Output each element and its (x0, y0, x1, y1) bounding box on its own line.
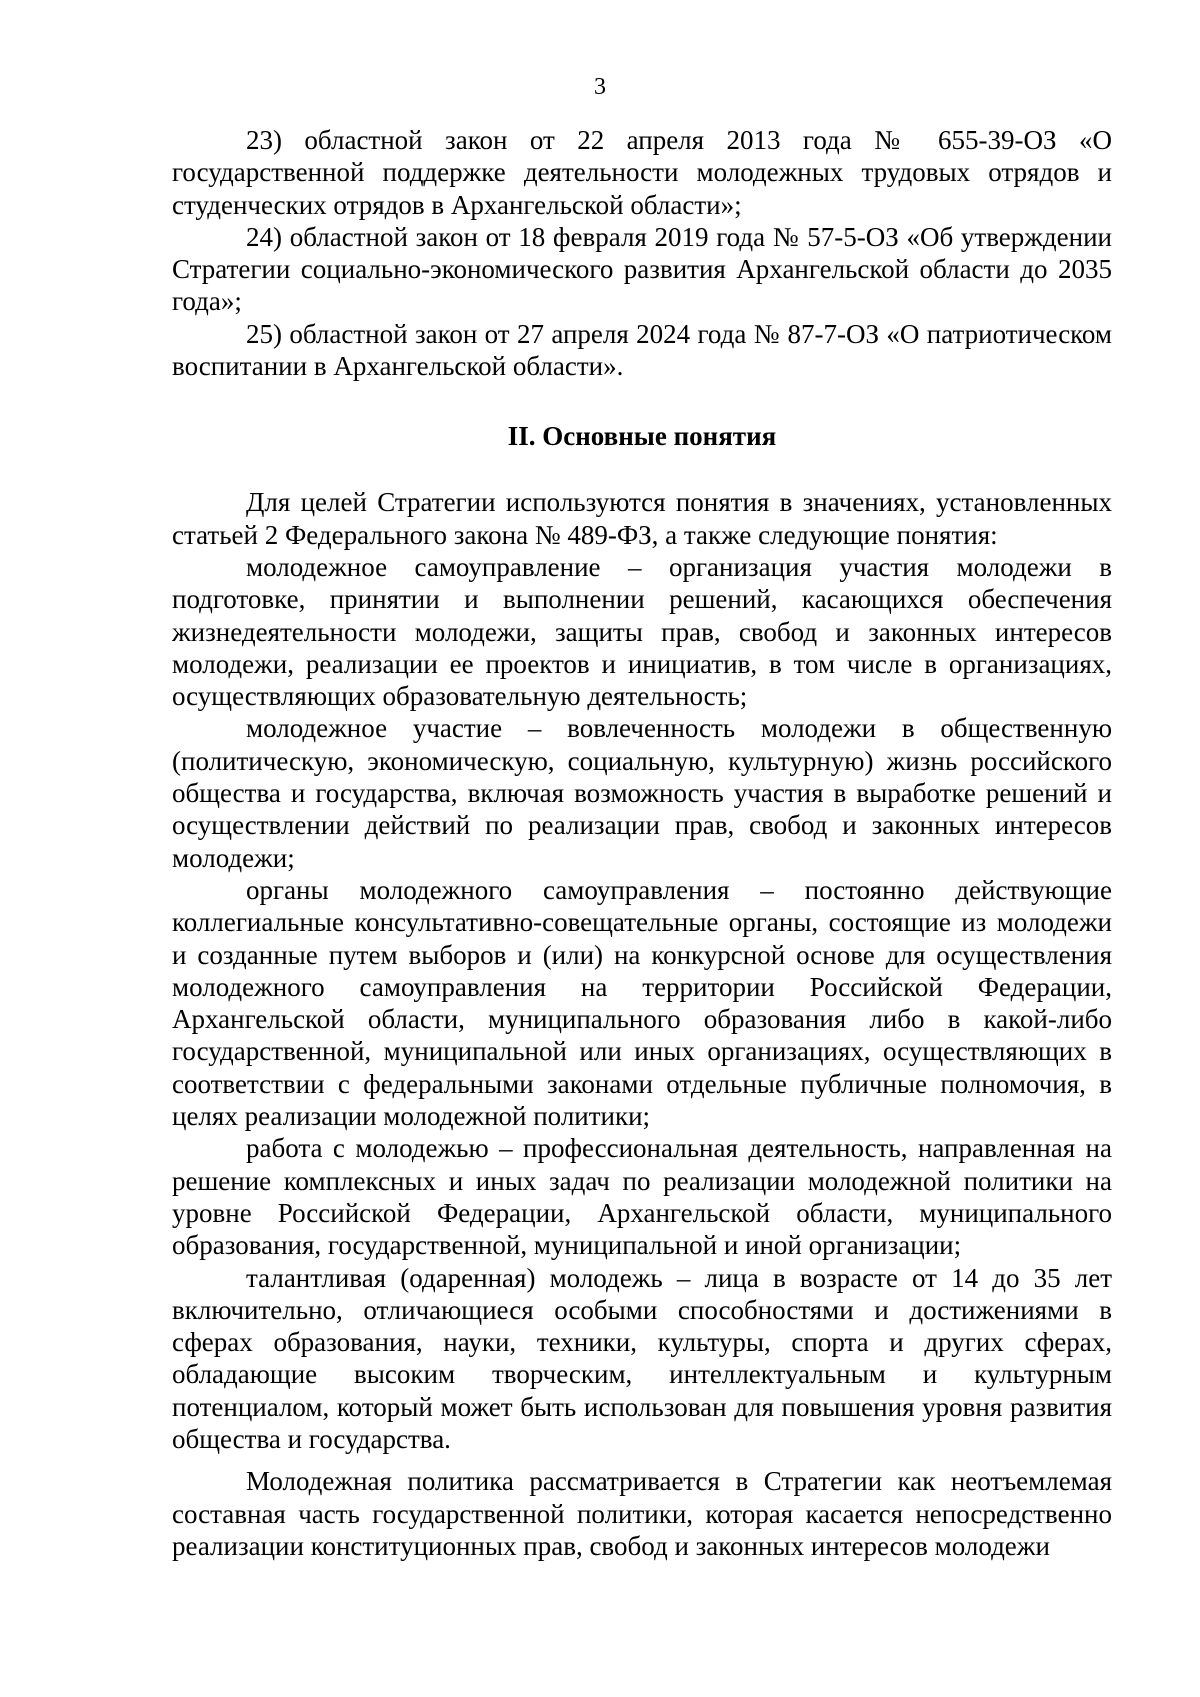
closing-paragraph: Молодежная политика рассматривается в Стратегии как неотъемлемая составная часть государственной политики, которая касается непосредственно реализации конституционных прав, свобод и законных интересов молодежи (172, 1466, 1112, 1561)
definition-youth-self-government-bodies: органы молодежного самоуправления – постоянно действующие коллегиальные консультативно-совещательные органы, состоящие из молодежи и созданные путем выборов и (или) на конкурсной основе для осуществления молодежного самоуправления на территории Российской Федерации, Архангельской области, муниципального образования либо в какой-либо государственной, муниципальной или иных организациях, осуществляющих в соответствии с федеральными законами отдельные публичные полномочия, в целях реализации молодежной политики; (172, 874, 1112, 1132)
document-body (172, 124, 1112, 1562)
list-item-25: 25) областной закон от 27 апреля 2024 года № 87-7-ОЗ «О патриотическом воспитании в Архангельской области». (172, 318, 1112, 382)
section-intro: Для целей Стратегии используются понятия в значениях, установленных статьей 2 Федерального закона № 489-ФЗ, а также следующие понятия: (172, 487, 1112, 550)
definition-work-with-youth: работа с молодежью – профессиональная деятельность, направленная на решение комплексных и иных задач по реализации молодежной политики на уровне Российской Федерации, Архангельской области, муниципального образования, государственной, муниципальной и иной организации; (172, 1133, 1112, 1261)
definition-youth-participation: молодежное участие – вовлеченность молодежи в общественную (политическую, экономическую, социальную, культурную) жизнь российского общества и государства, включая возможность участия в выработке решений и осуществлении действий по реализации прав, свобод и законных интересов молодежи; (172, 713, 1112, 873)
page-number: 3 (594, 74, 606, 100)
section-heading: II. Основные понятия (507, 421, 777, 452)
definition-youth-self-government: молодежное самоуправление – организация участия молодежи в подготовке, принятии и выполнении решений, касающихся обеспечения жизнедеятельности молодежи, защиты прав, свобод и законных интересов молодежи, реализации ее проектов и инициатив, в том числе в организациях, осуществляющих образовательную деятельность; (172, 551, 1112, 712)
list-item-23: 23) областной закон от 22 апреля 2013 года № 655-39-ОЗ «О государственной поддержке деятельности молодежных трудовых отрядов и студенческих отрядов в Архангельской области»; (172, 125, 1112, 220)
definition-talented-youth: талантливая (одаренная) молодежь – лица в возрасте от 14 до 35 лет включительно, отличающиеся особыми способностями и достижениями в сферах образования, науки, техники, культуры, спорта и других сферах, обладающие высоким творческим, интеллектуальным и культурным потенциалом, который может быть использован для повышения уровня развития общества и государства. (172, 1262, 1112, 1454)
list-item-24: 24) областной закон от 18 февраля 2019 года № 57-5-ОЗ «Об утверждении Стратегии социально-экономического развития Архангельской области до 2035 года»; (172, 221, 1112, 317)
